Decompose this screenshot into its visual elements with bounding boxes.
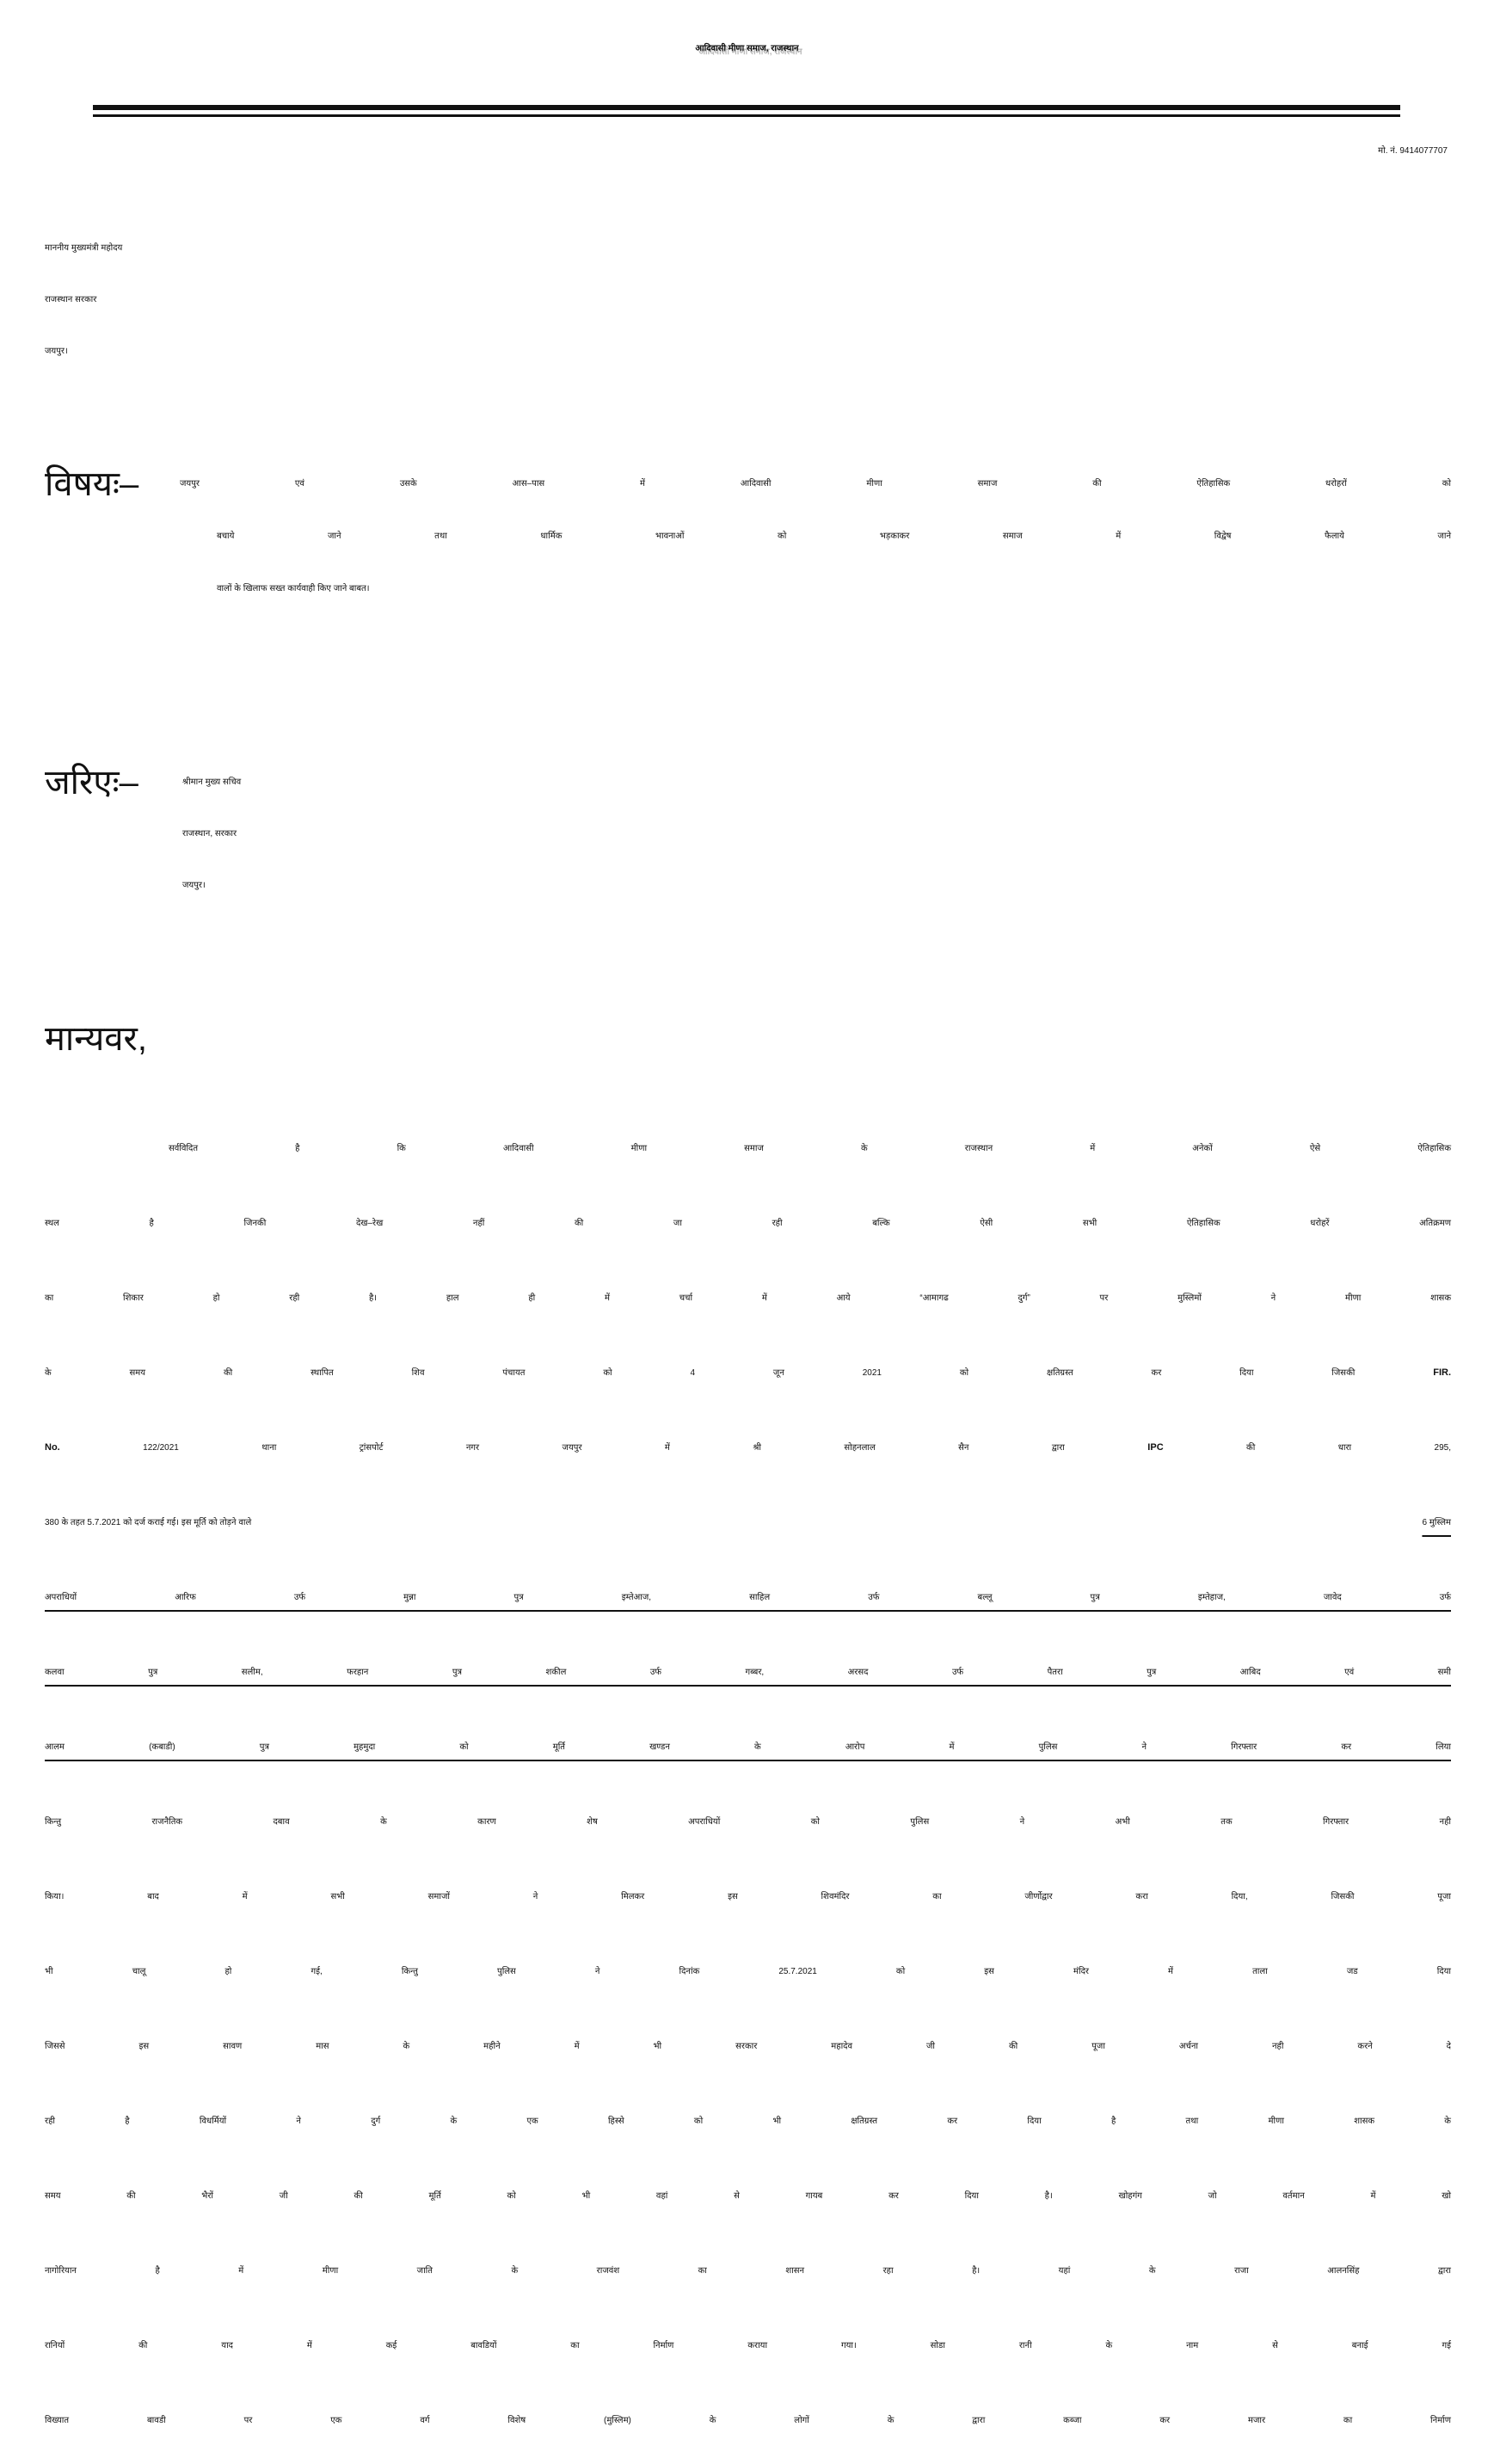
body-line-text: के समय की स्थापित शिव पंचायत को 4 जून 2021 को क्षतिग्रस्त कर दिया जिसकी [45, 1368, 1356, 1378]
body-line: विख्यात बावडी पर एक वर्ग विशेष (मुस्लिम) के लोगों के द्वारा कब्जा कर मजार का निर्माण [45, 2416, 1451, 2425]
salutation: मान्यवर, [45, 1020, 147, 1058]
subject-line: जयपुर एवं उसके आस–पास में आदिवासी मीणा समाज की ऐतिहासिक धरोहरों को [180, 479, 1451, 488]
mobile-number: मो. नं. 9414077707 [1378, 146, 1448, 156]
body-line: समय की भैरों जी की मूर्ति को भी वहां से गायब कर दिया है। खोहगंग जो वर्तमान में खो [45, 2191, 1451, 2201]
addressee-line: माननीय मुख्यमंत्री महोदय [45, 243, 123, 253]
number-abbreviation: No. [45, 1442, 60, 1453]
fir-abbreviation: FIR. [1433, 1367, 1451, 1378]
body-paragraph [45, 1111, 1451, 2458]
subject-line: बचाये जाने तथा धार्मिक भावनाओं को भड़काकर समाज में विद्वेष फैलाये जाने [217, 532, 1451, 541]
body-line: जिससे इस सावण मास के महीने में भी सरकार महादेव जी की पूजा अर्चना नही करने दे [45, 2042, 1451, 2051]
underlined-text: 6 मुस्लिम [1422, 1518, 1451, 1527]
ipc-abbreviation: IPC [1147, 1442, 1164, 1453]
addressee-line: राजस्थान सरकार [45, 295, 97, 304]
body-line: रानियों की याद में कई बावडियों का निर्माण कराया गया। सोडा रानी के नाम से बनाई गई [45, 2341, 1451, 2350]
body-line: सर्वविदित है कि आदिवासी मीणा समाज के राजस्थान में अनेकों ऐसे ऐतिहासिक [169, 1144, 1451, 1153]
body-line: स्थल है जिनकी देख–रेख नहीं की जा रही बल्कि ऐसी सभी ऐतिहासिक धरोहरें अतिक्रमण [45, 1219, 1451, 1228]
addressee-line: जयपुर। [45, 347, 68, 356]
letterhead-title: आदिवासी मीणा समाज, राजस्थान [695, 44, 799, 53]
body-line-text: 380 के तहत 5.7.2021 को दर्ज कराई गई। इस मूर्ति को तोड़ने वाले [45, 1518, 252, 1527]
through-label: जरिएः– [45, 764, 138, 802]
body-line: का शिकार हो रही है। हाल ही में चर्चा में आये “आमागढ दुर्ग” पर मुस्लिमों ने मीणा शासक [45, 1293, 1451, 1303]
body-line: किया। बाद में सभी समाजों ने मिलकर इस शिवमंदिर का जीर्णोद्वार करा दिया, जिसकी पूजा [45, 1892, 1451, 1902]
body-line: भी चालू हो गई, किन्तु पुलिस ने दिनांक 25.7.2021 को इस मंदिर में ताला जड दिया [45, 1967, 1451, 1976]
body-line [45, 1336, 1451, 1410]
body-line: रही है विधर्मियों ने दुर्ग के एक हिस्से को भी क्षतिग्रस्त कर दिया है तथा मीणा शासक के [45, 2117, 1451, 2126]
letterhead-rule-thin [93, 114, 1400, 117]
body-line-text: 122/2021 थाना ट्रांसपोर्ट नगर जयपुर में श्री सोहनलाल सैन द्वारा [143, 1443, 1065, 1453]
through-line: श्रीमान मुख्य सचिव [182, 777, 242, 787]
letterhead-rule-thick [93, 105, 1400, 110]
body-line: किन्तु राजनैतिक दबाव के कारण शेष अपराधियों को पुलिस ने अभी तक गिरफ्तार नही [45, 1817, 1451, 1827]
body-line [45, 1410, 1451, 1485]
body-line-underlined: आलम (कबाडी) पुत्र मुहमुदा को मूर्ति खण्डन के आरोप में पुलिस ने गिरफ्तार कर लिया [45, 1742, 1451, 1752]
through-line: राजस्थान, सरकार [182, 829, 237, 839]
body-line-underlined: कलवा पुत्र सलीम, फरहान पुत्र शकील उर्फ गब्बर, अरसद उर्फ पैतरा पुत्र आबिद एवं समी [45, 1668, 1451, 1677]
through-line: जयपुर। [182, 881, 206, 890]
body-line: नागोरियान है में मीणा जाति के राजवंश का शासन रहा है। यहां के राजा आलनसिंह द्वारा [45, 2266, 1451, 2276]
subject-label: विषयः– [45, 465, 139, 503]
subject-line: वालों के खिलाफ सख्त कार्यवाही किए जाने बाबत। [217, 584, 370, 593]
body-line-underlined: अपराधियों आरिफ उर्फ मुन्ना पुत्र इम्तेआज, साहिल उर्फ बल्लू पुत्र इम्तेहाज, जावेद उर्फ [45, 1593, 1451, 1602]
body-line-text: की धारा 295, [1246, 1443, 1452, 1453]
body-line [45, 1485, 1451, 1560]
